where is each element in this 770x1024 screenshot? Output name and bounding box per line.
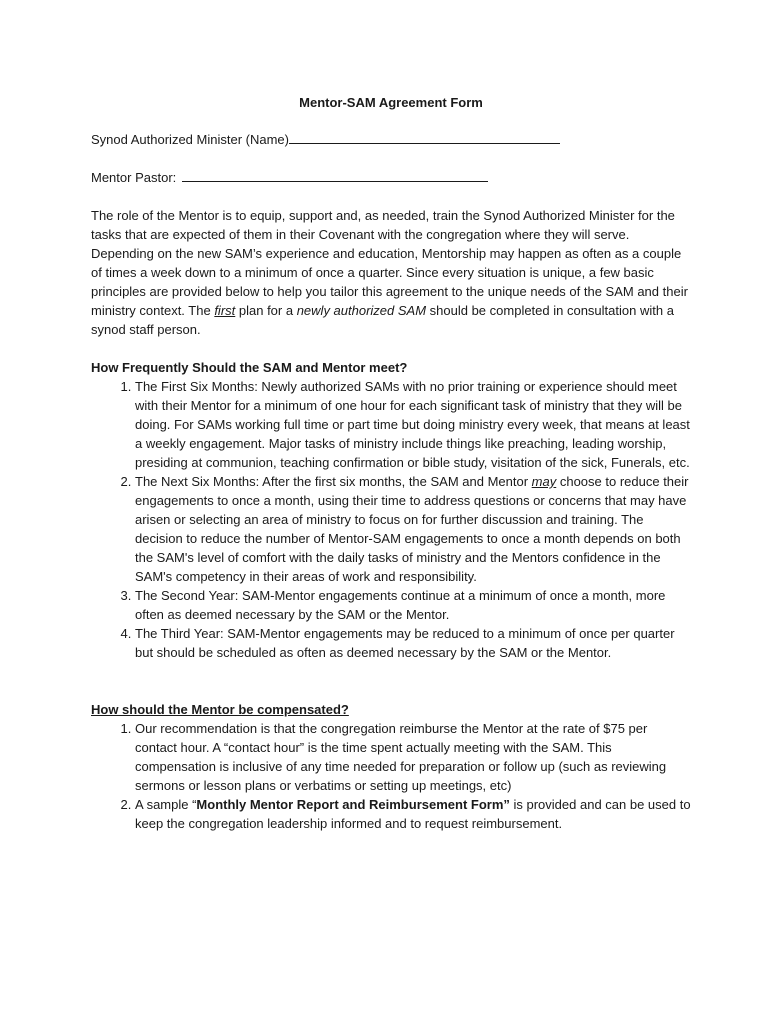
intro-newly-emphasis: newly authorized SAM — [296, 303, 427, 318]
compensation-list — [91, 719, 691, 833]
intro-text-3: should be completed in consultation with a synod staff person. — [91, 303, 674, 337]
list-item — [135, 624, 691, 662]
mentor-pastor-field-row — [91, 168, 691, 187]
sam-name-blank — [289, 131, 560, 144]
frequency-item-2-text-a: The Next Six Months: After the first six months, the SAM and Mentor — [135, 474, 532, 489]
sam-name-field-row — [91, 130, 691, 149]
frequency-list — [91, 377, 691, 662]
page-title: Mentor-SAM Agreement Form — [299, 95, 483, 110]
mentor-pastor-label: Mentor Pastor: — [91, 170, 177, 185]
compensation-item-2-text-b: is provided and can be used to keep the congregation leadership informed and to request reimbursement. — [135, 797, 691, 831]
list-item — [135, 377, 691, 472]
list-item — [135, 472, 691, 586]
compensation-item-1-text: Our recommendation is that the congregation reimburse the Mentor at the rate of $75 per contact hour. A “contact hour” is the time spent actually meeting with the SAM. This compensation is inclusive of any time needed for preparation or follow up (such as reviewing sermons or lesson plans or verbatims or setting up meetings, etc) — [135, 721, 667, 793]
compensation-item-2-text-a: A sample “ — [135, 797, 197, 812]
list-item — [135, 586, 691, 624]
frequency-heading: How Frequently Should the SAM and Mentor meet? — [91, 360, 408, 375]
mentor-pastor-blank — [182, 169, 488, 182]
frequency-item-2-may: may — [531, 474, 557, 489]
intro-paragraph — [91, 206, 691, 339]
frequency-item-2-text-b: choose to reduce their engagements to once a month, using their time to address questions or concerns that may have arisen or selecting an area of ministry to focus on for further discussion and training. The decision to reduce the number of Mentor-SAM engagements to once a month depends on both the SAM's level of comfort with the daily tasks of ministry and the Mentors confidence in the SAM's competency in their areas of work and responsibility. — [135, 474, 689, 584]
compensation-heading: How should the Mentor be compensated? — [91, 702, 349, 717]
compensation-item-2-bold: Monthly Mentor Report and Reimbursement Form” — [196, 797, 510, 812]
intro-first-emphasis: first — [214, 303, 236, 318]
frequency-item-3-text: The Second Year: SAM-Mentor engagements continue at a minimum of once a month, more often as deemed necessary by the SAM or the Mentor. — [135, 588, 666, 622]
document-body — [91, 94, 691, 833]
intro-text-2: plan for a — [235, 303, 297, 318]
frequency-item-1-text: The First Six Months: Newly authorized SAMs with no prior training or experience should meet with their Mentor for a minimum of one hour for each significant task of ministry that they will be doing. For SAMs working full time or part time but doing ministry every week, that means at least a weekly engagement. Major tasks of ministry include things like preaching, leading worship, presiding at communion, teaching confirmation or bible study, visitation of the sick, Funerals, etc. — [135, 379, 690, 470]
list-item — [135, 795, 691, 833]
sam-name-label: Synod Authorized Minister (Name) — [91, 132, 289, 147]
frequency-item-4-text: The Third Year: SAM-Mentor engagements may be reduced to a minimum of once per quarter but should be scheduled as often as deemed necessary by the SAM or the Mentor. — [135, 626, 675, 660]
section-spacer — [91, 662, 691, 700]
list-item — [135, 719, 691, 795]
intro-text-1: The role of the Mentor is to equip, support and, as needed, train the Synod Authorized Minister for the tasks that are expected of them in their Covenant with the congregation where they will serve. Depending on the new SAM’s experience and education, Mentorship may happen as often as a couple of times a week down to a minimum of once a quarter. Since every situation is unique, a few basic principles are provided below to help you tailor this agreement to the unique needs of the SAM and their ministry context. The — [91, 208, 688, 318]
